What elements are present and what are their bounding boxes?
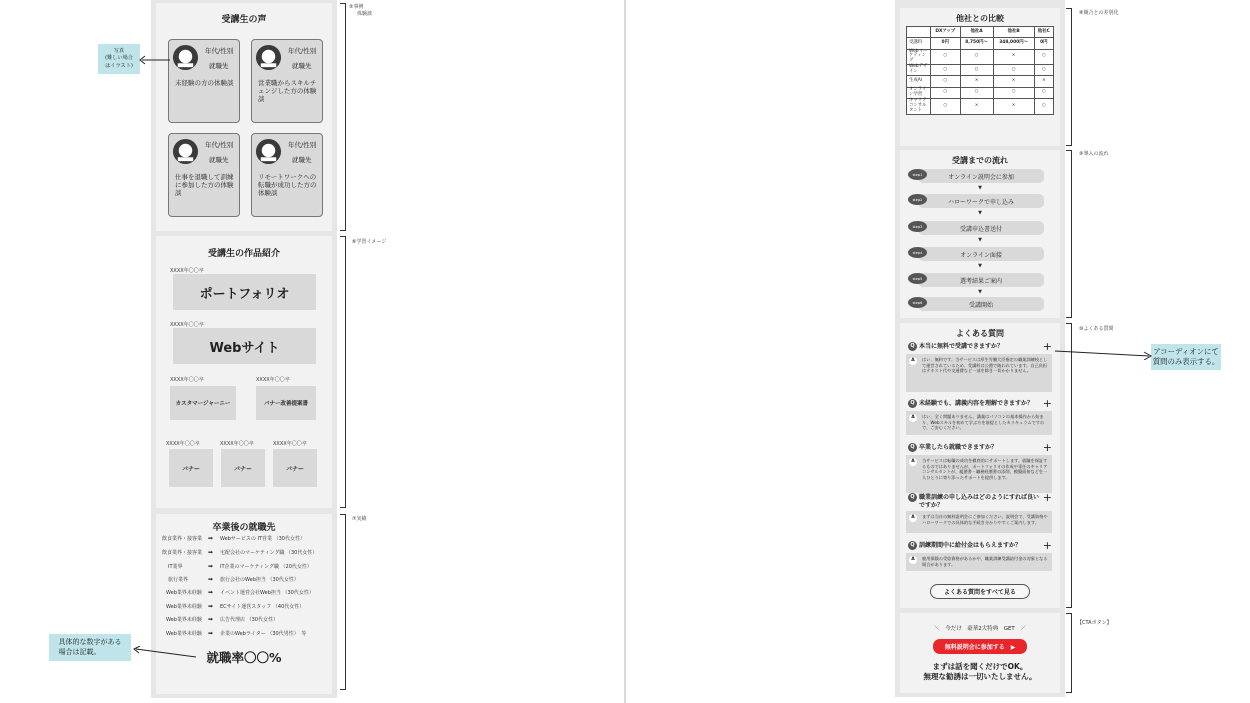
plus-icon[interactable]: + — [1042, 397, 1052, 410]
voice-card — [251, 133, 323, 217]
faq-all-button[interactable]: よくある質問をすべて見る — [930, 584, 1030, 599]
column-divider — [624, 0, 626, 703]
employment-from: 飲食業界・接客業 — [162, 550, 203, 556]
voices-title: 受講生の声 — [221, 15, 267, 25]
faq-answer-text: はい、無料です。当サービスは厚生労働大臣指定の職業訓練校として運営されているため、受講料は公費で賄われています。自己負担はテキスト代や交通費など一部を除き一切かかりません。 — [922, 357, 1048, 374]
cta-line2: 無理な勧誘は一切いたしません。 — [923, 672, 1037, 681]
compare-table — [906, 26, 1054, 115]
faq-section — [900, 323, 1060, 608]
faq-answer — [906, 411, 1052, 435]
avatar-icon — [255, 138, 282, 165]
compare-cell: ○ — [1034, 87, 1053, 98]
arrow-icon — [1055, 348, 1153, 360]
step-text: 受講申込書送付 — [918, 221, 1044, 235]
works-section — [156, 236, 332, 508]
compare-header-row — [907, 27, 1054, 38]
flow-title: 受講までの流れ — [952, 156, 1008, 165]
flow-section — [900, 150, 1060, 318]
arrow-right-icon: ➡ — [208, 576, 214, 583]
voice-job: 就職先 — [292, 62, 312, 70]
arrow-right-icon: ➡ — [208, 603, 214, 610]
banner-box: バナー — [221, 449, 265, 487]
q-icon: Q — [908, 541, 917, 550]
compare-cell: 8,750円〜 — [960, 38, 993, 49]
faq-answer — [906, 455, 1052, 493]
work-label: XXXX年〇〇卒 — [166, 441, 200, 447]
employment-from: 旅行業界 — [168, 577, 189, 583]
compare-row — [907, 38, 1054, 49]
compare-cell: ○ — [1034, 49, 1053, 65]
employment-to: 広告代理店 （30代女性） — [220, 617, 278, 623]
rate-callout: 具体的な数字がある 場合は記載。 — [49, 634, 131, 661]
step-text: ハローワークで申し込み — [918, 194, 1044, 208]
compare-row — [907, 99, 1054, 115]
flow-step — [908, 247, 1044, 261]
compare-header-cell — [907, 27, 931, 38]
faq-question-text: 訓練期間中に給付金はもらえますか？ — [919, 542, 1022, 549]
employment-to: イベント運営会社Web担当 （30代女性） — [220, 590, 314, 596]
voices-note-line1: ⑤事例 — [349, 4, 364, 10]
voice-job: 就職先 — [292, 156, 312, 164]
compare-title: 他社との比較 — [956, 14, 1004, 23]
faq-answer-text: 雇用保険の受給資格があるかや、職業訓練受講給付金の対象となる場合があります。 — [922, 556, 1048, 567]
employment-to: IT企業のマーケティング職 （20代女性） — [220, 564, 312, 570]
compare-cell: ○ — [960, 87, 993, 98]
voice-desc: 未経験の方の体験談 — [175, 79, 234, 87]
compare-cell: ○ — [931, 65, 961, 76]
cta-button[interactable]: 無料説明会に参加する ▶ — [933, 639, 1027, 654]
employment-to: ECサイト運営スタッフ （40代女性） — [220, 604, 305, 610]
employment-from: 飲食業界・接客業 — [162, 536, 203, 542]
voice-desc: 営業職からスキルチェンジした方の体験談 — [258, 79, 317, 104]
compare-cell: ○ — [931, 99, 961, 115]
down-arrow-icon: ▼ — [978, 289, 982, 295]
arrow-right-icon: ➡ — [208, 563, 214, 570]
employment-to: 宅配会社のマーケティング職 （30代女性） — [220, 550, 318, 556]
employment-from: Web業界未経験 — [166, 617, 202, 623]
employment-from: Web業界未経験 — [166, 631, 202, 637]
faq-title: よくある質問 — [956, 329, 1004, 338]
avatar-icon — [255, 44, 282, 71]
employment-note: ⑦実績 — [352, 516, 367, 522]
q-icon: Q — [908, 493, 917, 502]
a-icon: A — [909, 357, 917, 365]
plus-icon[interactable]: + — [1042, 340, 1052, 353]
employment-section — [156, 514, 332, 694]
work-label: XXXX年〇〇卒 — [256, 377, 290, 383]
employment-from: IT業界 — [168, 564, 183, 570]
compare-cell: 348,000円〜 — [993, 38, 1034, 49]
faq-answer — [906, 354, 1052, 392]
q-icon: Q — [908, 443, 917, 452]
banner-box: バナー — [273, 449, 317, 487]
work-label: XXXX年〇〇卒 — [220, 441, 254, 447]
down-arrow-icon: ▼ — [978, 263, 982, 269]
website-box: Webサイト — [173, 328, 316, 364]
plus-icon[interactable]: + — [1042, 441, 1052, 454]
compare-row — [907, 87, 1054, 98]
compare-cell: × — [1034, 76, 1053, 87]
arrow-right-icon: ➡ — [208, 589, 214, 596]
employment-to: 企業のWebライター （30代男性） 等 — [220, 631, 307, 637]
compare-cell: × — [993, 49, 1034, 65]
faq-callout: アコーディオンにて 質問のみ表示する。 — [1151, 344, 1221, 370]
compare-row — [907, 76, 1054, 87]
employment-from: Web業界未経験 — [166, 590, 202, 596]
works-note: ⑥学習イメージ — [352, 239, 387, 245]
compare-row-label: オンライン学習 — [907, 87, 931, 98]
compare-row-label: 生成AI — [907, 76, 931, 87]
compare-row — [907, 49, 1054, 65]
flow-bracket — [1066, 150, 1072, 318]
arrow-right-icon: ➡ — [208, 616, 214, 623]
photo-callout: 写真 (難しい場合 はイラスト) — [98, 44, 140, 74]
employment-bracket — [340, 514, 346, 690]
works-title: 受講生の作品紹介 — [207, 249, 280, 259]
faq-answer — [906, 553, 1052, 571]
step-text: 受講開始 — [918, 297, 1044, 311]
employment-rate: 就職率〇〇% — [206, 650, 282, 665]
voice-card — [168, 39, 240, 123]
q-icon: Q — [908, 399, 917, 408]
work-label: XXXX年〇〇卒 — [273, 441, 307, 447]
compare-row — [907, 65, 1054, 76]
compare-cell: ○ — [960, 65, 993, 76]
q-icon: Q — [908, 342, 917, 351]
compare-cell: ○ — [931, 49, 961, 65]
faq-note: ⑩よくある質問 — [1079, 326, 1114, 332]
arrow-right-icon: ➡ — [208, 549, 214, 556]
employment-to: Webサービスの IT営業 （30代女性） — [220, 536, 305, 542]
down-arrow-icon: ▼ — [978, 185, 982, 191]
compare-header-cell: 他社B — [993, 27, 1034, 38]
compare-cell: ○ — [931, 76, 961, 87]
step-badge: step4 — [908, 247, 927, 258]
flow-step — [908, 221, 1044, 235]
work-label: XXXX年〇〇卒 — [170, 268, 204, 274]
compare-cell: 0円 — [1034, 38, 1053, 49]
employment-title: 卒業後の就職先 — [212, 523, 276, 533]
voice-card — [168, 133, 240, 217]
voice-age: 年代/性別 — [205, 141, 234, 149]
voice-desc: 仕事を退職して訓練に参加した方の体験談 — [175, 173, 234, 198]
a-icon: A — [909, 414, 917, 422]
banner-box: バナー — [169, 449, 213, 487]
compare-cell: ○ — [1034, 65, 1053, 76]
compare-cell: × — [993, 76, 1034, 87]
a-icon: A — [909, 556, 917, 564]
compare-cell: 0円 — [931, 38, 961, 49]
compare-cell: × — [960, 76, 993, 87]
banner-proposal-box: バナー改善提案書 — [256, 386, 316, 420]
voices-bracket — [340, 3, 346, 231]
faq-answer-text: まずは当社の無料説明会にご参加ください。説明会で、受講資格やハローワークでの具体的な手続き分かりやすくご案内します。 — [922, 514, 1048, 525]
employment-to: 旅行会社のWeb担当 （30代女性） — [220, 577, 299, 583]
voices-note-line2: 体験談 — [357, 10, 373, 17]
voice-age: 年代/性別 — [288, 141, 317, 149]
compare-header-cell: 他社C — [1034, 27, 1053, 38]
down-arrow-icon: ▼ — [978, 210, 982, 216]
step-badge: step6 — [908, 297, 927, 308]
flow-step — [908, 273, 1044, 287]
arrow-icon — [138, 55, 170, 65]
compare-note: ⑧競合との差別化 — [1079, 10, 1119, 16]
compare-bracket — [1066, 8, 1072, 146]
faq-answer-text: 当サービスは転職の成功を徹底的にサポートします。就職を保証するものではありませんが、ポートフォリオの作成や専任のキャリアコンサルタントが、履歴書・職務経歴書の添削、模擬面接などを一人ひとりに寄り添ったサポートを提供します。 — [922, 458, 1048, 481]
employment-from: Web業界未経験 — [166, 604, 202, 610]
work-label: XXXX年〇〇卒 — [170, 377, 204, 383]
voice-age: 年代/性別 — [205, 47, 234, 55]
compare-row-label: 受講料 — [907, 38, 931, 49]
step-text: オンライン説明会に参加 — [918, 169, 1044, 183]
compare-cell: × — [993, 99, 1034, 115]
flow-note: ⑨導入の流れ — [1079, 151, 1109, 157]
flow-step — [908, 194, 1044, 208]
cta-bracket — [1066, 613, 1072, 693]
faq-answer — [906, 511, 1052, 533]
avatar-icon — [172, 138, 199, 165]
portfolio-box: ポートフォリオ — [173, 274, 316, 310]
voice-card — [251, 39, 323, 123]
step-badge: step1 — [908, 169, 927, 180]
arrow-right-icon: ➡ — [208, 535, 214, 542]
flow-step — [908, 169, 1044, 183]
faq-question-text: 職業訓練の申し込みはどのようにすれば良いですか？ — [919, 494, 1040, 509]
compare-cell: ○ — [960, 49, 993, 65]
compare-cell: ○ — [993, 87, 1034, 98]
compare-row-label: Webマーケティング — [907, 49, 931, 65]
voices-section — [156, 3, 332, 231]
step-badge: step5 — [908, 273, 927, 284]
voice-job: 就職先 — [209, 156, 229, 164]
works-bracket — [340, 236, 346, 508]
step-text: オンライン面接 — [918, 247, 1044, 261]
compare-cell: ○ — [1034, 99, 1053, 115]
down-arrow-icon: ▼ — [978, 237, 982, 243]
compare-cell: ○ — [993, 65, 1034, 76]
faq-bracket — [1066, 323, 1072, 608]
cta-line1: まずは話を聞くだけでOK。 — [932, 662, 1028, 671]
compare-row-label: キャリアコンサルタント — [907, 99, 931, 115]
flow-step — [908, 297, 1044, 311]
compare-cell: ○ — [931, 87, 961, 98]
step-badge: step2 — [908, 194, 927, 205]
cta-section — [900, 613, 1060, 693]
faq-question-text: 卒業したら就職できますか？ — [919, 444, 998, 451]
voice-age: 年代/性別 — [288, 47, 317, 55]
compare-header-cell: DXアップ — [931, 27, 961, 38]
arrow-right-icon: ➡ — [208, 630, 214, 637]
a-icon: A — [909, 458, 917, 466]
step-badge: step3 — [908, 221, 927, 232]
compare-section — [900, 8, 1060, 146]
a-icon: A — [909, 514, 917, 522]
compare-header-cell: 他社A — [960, 27, 993, 38]
compare-cell: × — [960, 99, 993, 115]
cta-lead: ＼ 今だけ 豪華2大特典 GET ／ — [934, 626, 1026, 632]
arrow-icon — [132, 646, 196, 660]
faq-question-text: 未経験でも、講義内容を理解できますか？ — [919, 400, 1034, 407]
plus-icon[interactable]: + — [1042, 491, 1052, 504]
voice-job: 就職先 — [209, 62, 229, 70]
work-label: XXXX年〇〇卒 — [170, 322, 204, 328]
journey-box: カスタマージャーニー — [170, 386, 236, 420]
faq-answer-text: はい、全く問題ありません。講義はパソコンの基本操作から始まり、Webスキルを初めて学ぶ方を前提としたカリキュラムですので、ご安心ください。 — [922, 414, 1045, 431]
avatar-icon — [172, 44, 199, 71]
cta-note: 【CTAボタン】 — [1077, 620, 1112, 626]
compare-row-label: Webデザイン — [907, 65, 931, 76]
faq-question-text: 本当に無料で受講できますか？ — [919, 343, 1004, 350]
step-text: 選考結果ご案内 — [918, 273, 1044, 287]
plus-icon[interactable]: + — [1042, 539, 1052, 552]
voices-note — [349, 4, 372, 17]
voice-desc: リモートワークへの転職が成功した方の体験談 — [258, 173, 317, 198]
